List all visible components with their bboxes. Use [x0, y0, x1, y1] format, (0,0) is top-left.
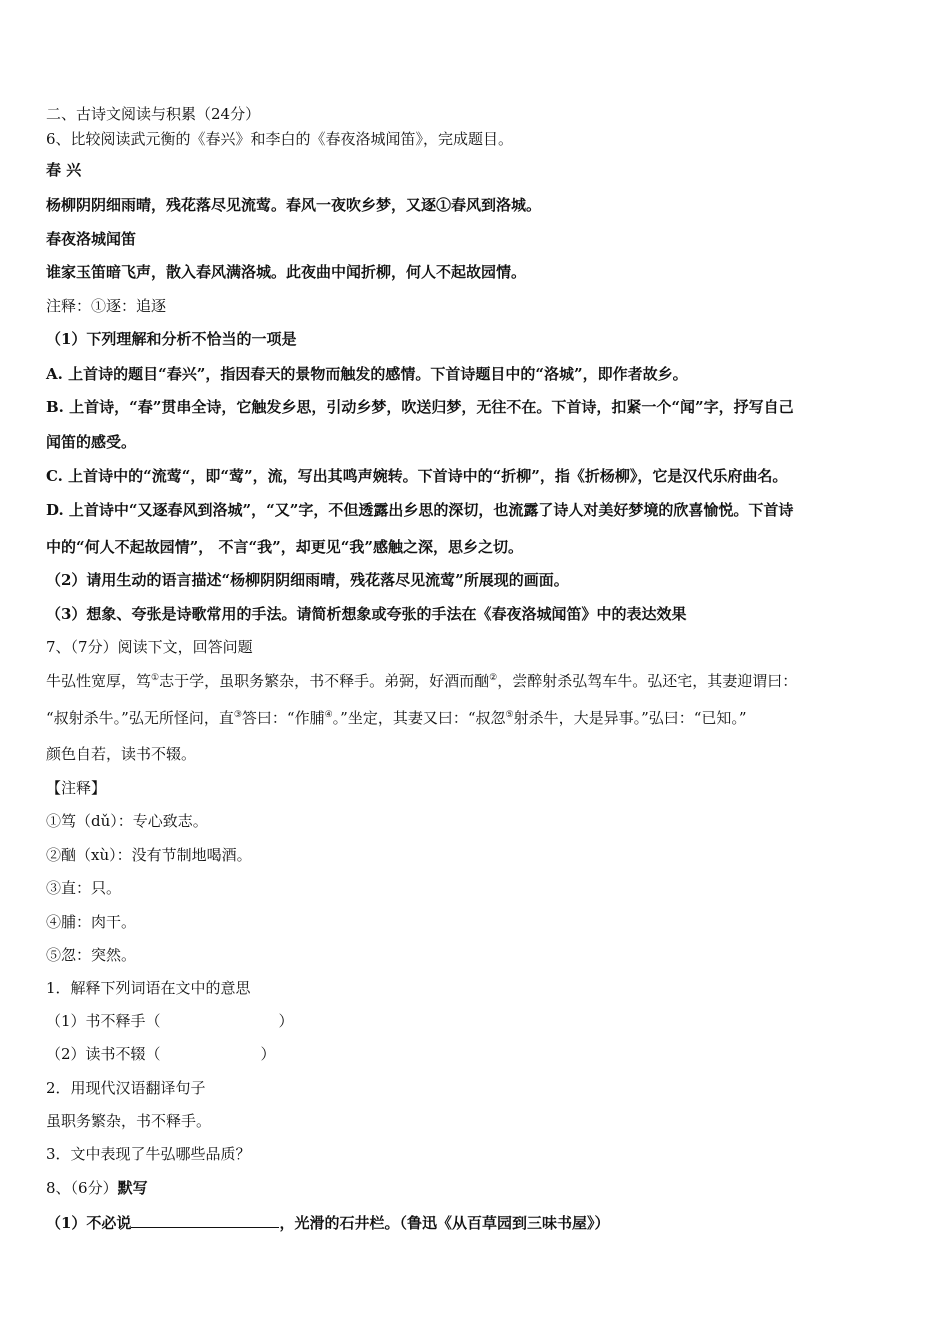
q8-item1-tail: ，光滑的石井栏。（鲁迅《从百草园到三味书屋》）	[279, 1214, 610, 1232]
q7-p2-sup5: ⑤	[505, 710, 514, 720]
q7-task2-sentence: 虽职务繁杂，书不释手。	[46, 1112, 212, 1130]
q7-p1-a: 牛弘性宽厚，笃	[46, 672, 152, 690]
q8-item1-blank[interactable]	[131, 1212, 279, 1228]
poem2-title: 春夜洛城闻笛	[46, 230, 137, 248]
q7-note-5: ⑤忽：突然。	[46, 946, 137, 964]
q7-task1-a-label: （1）书不释手（	[46, 1012, 161, 1030]
q8-item1-lead: （1）不必说	[46, 1214, 132, 1232]
q7-passage-line3: 颜色自若，读书不辍。	[46, 745, 197, 763]
q7-passage-line2	[46, 708, 910, 728]
q8-intro	[46, 1178, 910, 1198]
q7-task2: 2．用现代汉语翻译句子	[46, 1079, 206, 1097]
q7-note-1: ①笃（dǔ）：专心致志。	[46, 812, 208, 830]
q6-option-b-line2: 闻笛的感受。	[46, 433, 137, 451]
q6-option-a: A. 上首诗的题目“春兴”，指因春天的景物而触发的感情。下首诗题目中的“洛城”，即作者故乡。	[46, 365, 688, 383]
q7-task1-b	[46, 1044, 910, 1064]
q7-task1-a	[46, 1011, 910, 1031]
q6-sub1: （1）下列理解和分析不恰当的一项是	[46, 330, 297, 348]
q6-note: 注释：①逐：追逐	[46, 297, 167, 315]
q8-item1	[46, 1212, 910, 1233]
q6-sub2: （2）请用生动的语言描述“杨柳阴阴细雨晴，残花落尽见流莺”所展现的画面。	[46, 571, 569, 589]
q7-task1-a-close: ）	[278, 1012, 294, 1030]
q7-p2-d: 射杀牛，大是异事。”弘曰：“已知。”	[513, 709, 747, 727]
q7-p1-b: 志于学，虽职务繁杂，书不释手。弟弼，好酒而酗	[159, 672, 490, 690]
q7-note-2: ②酗（xù）：没有节制地喝酒。	[46, 846, 252, 864]
q6-option-b-line1: B. 上首诗，“春”贯串全诗，它触发乡思，引动乡梦，吹送归梦，无往不在。下首诗，扣紧一个“闻”字，抒写自己	[46, 398, 794, 416]
q7-notes-title: 【注释】	[46, 779, 107, 797]
q7-passage-line1	[46, 671, 910, 691]
section-title: 二、古诗文阅读与积累（24分）	[46, 105, 261, 123]
q7-p2-sup3: ③	[233, 710, 242, 720]
q7-p1-sup1: ①	[151, 673, 160, 683]
q7-task1-b-label: （2）读书不辍（	[46, 1045, 161, 1063]
q7-p2-a: “叔射杀牛。”弘无所怪问，直	[46, 709, 234, 727]
q8-intro-score: 8、（6分）	[46, 1179, 118, 1197]
q6-option-d-line1: D. 上首诗中“又逐春风到洛城”，“又”字，不但透露出乡思的深切，也流露了诗人对美好梦境的欣喜愉悦。下首诗	[46, 501, 794, 519]
q7-intro: 7、（7分）阅读下文，回答问题	[46, 638, 253, 656]
q6-intro: 6、比较阅读武元衡的《春兴》和李白的《春夜洛城闻笛》，完成题目。	[46, 130, 514, 148]
q7-task3: 3．文中表现了牛弘哪些品质？	[46, 1145, 251, 1163]
q7-p2-b: 答曰：“作脯	[241, 709, 325, 727]
q6-option-c: C. 上首诗中的“流莺“，即“莺”，流，写出其鸣声婉转。下首诗中的“折柳”，指《折杨柳》，它是汉代乐府曲名。	[46, 467, 788, 485]
q7-p2-sup4: ④	[324, 710, 333, 720]
q7-p2-c: 。”坐定，其妻又曰：“叔忽	[332, 709, 506, 727]
q6-option-d-line2: 中的“何人不起故园情”， 不言“我”，却更见“我”感触之深，思乡之切。	[46, 538, 523, 556]
q6-sub3: （3）想象、夸张是诗歌常用的手法。请简析想象或夸张的手法在《春夜洛城闻笛》中的表达效果	[46, 605, 687, 623]
q7-p1-c: ，尝醉射杀弘驾车牛。弘还宅，其妻迎谓曰：	[497, 672, 798, 690]
q7-task1-b-close: ）	[260, 1045, 276, 1063]
poem1-text: 杨柳阴阴细雨晴，残花落尽见流莺。春风一夜吹乡梦，又逐①春风到洛城。	[46, 196, 542, 214]
poem2-text: 谁家玉笛暗飞声，散入春风满洛城。此夜曲中闻折柳，何人不起故园情。	[46, 263, 527, 281]
q7-p1-sup2: ②	[489, 673, 498, 683]
q8-intro-label: 默写	[117, 1179, 148, 1197]
poem1-title: 春 兴	[46, 161, 82, 179]
q7-note-4: ④脯：肉干。	[46, 913, 137, 931]
q7-note-3: ③直：只。	[46, 879, 122, 897]
q7-task1: 1．解释下列词语在文中的意思	[46, 979, 251, 997]
